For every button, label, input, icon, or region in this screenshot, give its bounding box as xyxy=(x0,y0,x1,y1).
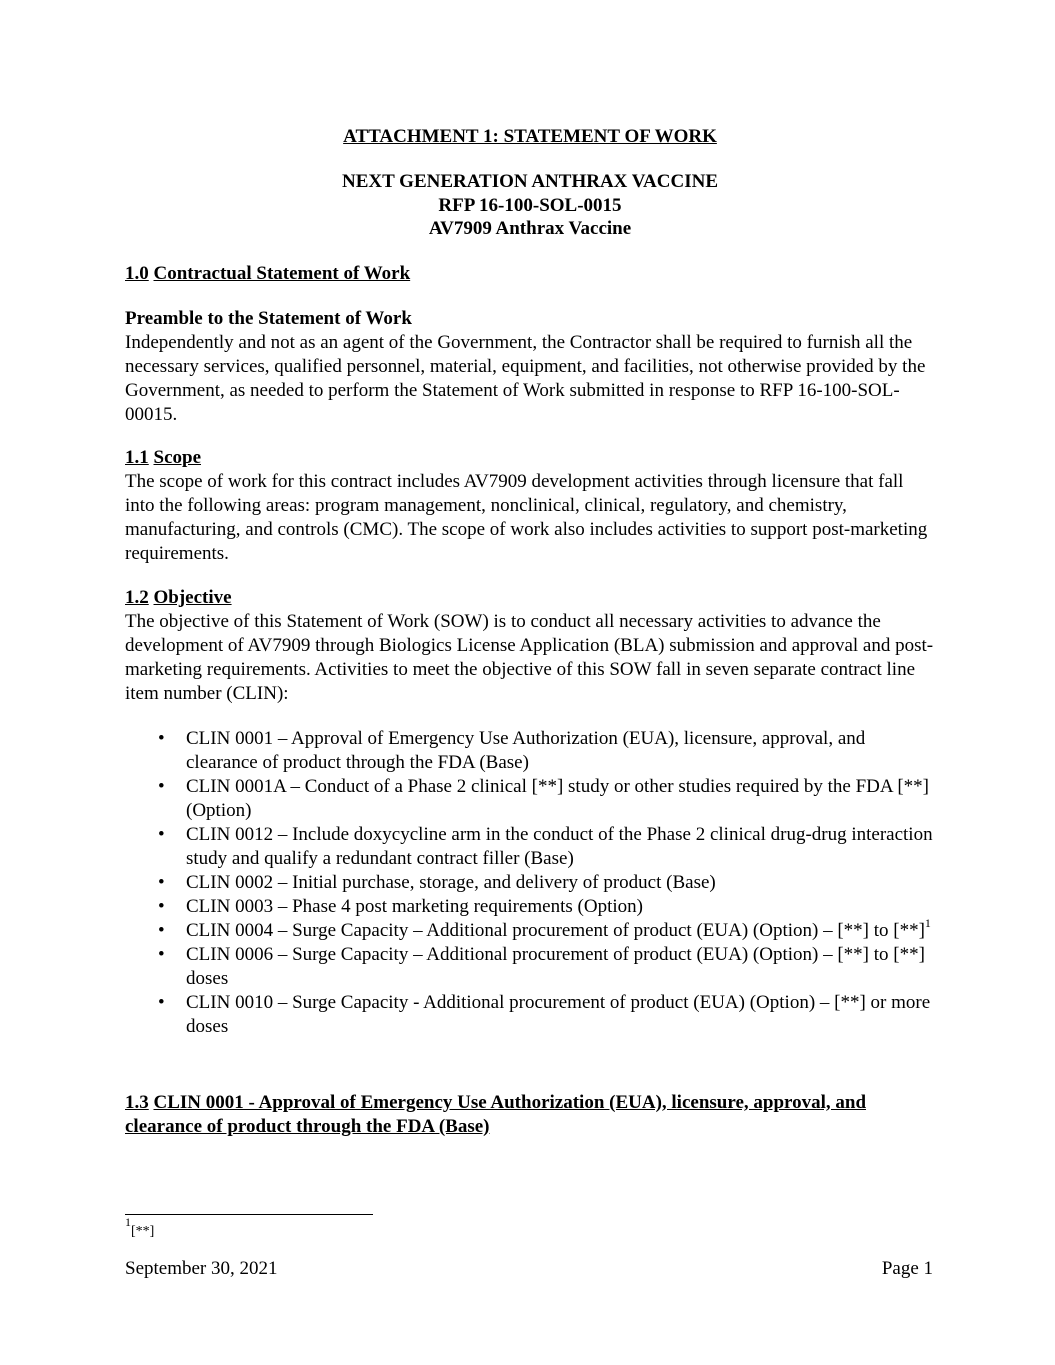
section-1-2-heading xyxy=(125,586,935,610)
footnote-reference[interactable]: 1 xyxy=(924,916,931,930)
section-number: 1.1 xyxy=(125,447,149,468)
clin-list-item xyxy=(125,916,935,943)
section-1-0-heading xyxy=(125,262,935,286)
clin-list-item: • CLIN 0010 – Surge Capacity - Additional procurement of product (EUA) (Option) – [**] or more doses xyxy=(125,991,935,1039)
section-title: Scope xyxy=(153,447,201,468)
preamble-heading: Preamble to the Statement of Work xyxy=(125,308,412,329)
clin-list-item: • CLIN 0001A – Conduct of a Phase 2 clinical [**] study or other studies required by the FDA [**] (Option) xyxy=(125,775,935,823)
clin-list-container xyxy=(125,727,935,1039)
footnote xyxy=(125,1215,155,1240)
section-title: Objective xyxy=(153,587,232,608)
footer-page-number: Page 1 xyxy=(881,1258,933,1279)
clin-list-item: • CLIN 0012 – Include doxycycline arm in the conduct of the Phase 2 clinical drug-drug interaction study and qualify a redundant contract filler (Base) xyxy=(125,823,935,871)
section-title: Contractual Statement of Work xyxy=(153,263,411,284)
clin-list-item: • CLIN 0003 – Phase 4 post marketing requirements (Option) xyxy=(125,895,935,919)
objective-text: The objective of this Statement of Work (SOW) is to conduct all necessary activities to advance the development of AV7909 through Biologics License Application (BLA) submission and approval and post-marketing requirements. Activities to meet the objective of this SOW fall in seven separate contract line item number (CLIN): xyxy=(125,611,934,704)
clin-list xyxy=(125,727,935,1039)
clin-item-text: CLIN 0004 – Surge Capacity – Additional procurement of product (EUA) (Option) – [**] to [**] xyxy=(186,920,925,941)
footnote-divider xyxy=(125,1214,373,1215)
section-1-3-heading xyxy=(125,1091,935,1139)
section-number: 1.2 xyxy=(125,587,149,608)
preamble-text: Independently and not as an agent of the Government, the Contractor shall be required to furnish all the necessary services, qualified personnel, material, equipment, and facilities, not otherwise provided by the Government, as needed to perform the Statement of Work submitted in response to RFP 16-100-SOL-00015. xyxy=(125,332,926,425)
footnote-text: [**] xyxy=(131,1224,155,1239)
subtitle-line: NEXT GENERATION ANTHRAX VACCINE xyxy=(341,171,719,192)
section-1-2 xyxy=(125,586,935,706)
footnote-mark: 1 xyxy=(125,1215,131,1229)
clin-list-item: • CLIN 0001 – Approval of Emergency Use Authorization (EUA), licensure, approval, and clearance of product through the FDA (Base) xyxy=(125,727,935,775)
clin-list-item: • CLIN 0002 – Initial purchase, storage, and delivery of product (Base) xyxy=(125,871,935,895)
section-title: CLIN 0001 - Approval of Emergency Use Authorization (EUA), licensure, approval, and clearance of product through the FDA (Base) xyxy=(125,1092,867,1137)
subtitle-line: RFP 16-100-SOL-0015 xyxy=(438,194,622,216)
scope-text: The scope of work for this contract includes AV7909 development activities through licensure that fall into the following areas: program management, nonclinical, clinical, regulatory, and chemistry, manufacturing, and controls (CMC). The scope of work also includes activities to support post-marketing requirements. xyxy=(125,471,928,564)
section-number: 1.0 xyxy=(125,263,149,284)
clin-list-item: • CLIN 0006 – Surge Capacity – Additional procurement of product (EUA) (Option) – [**] to [**] doses xyxy=(125,943,935,991)
subtitle-line: AV7909 Anthrax Vaccine xyxy=(428,218,632,239)
section-1-1-heading xyxy=(125,446,935,470)
document-title: ATTACHMENT 1: STATEMENT OF WORK xyxy=(343,126,717,147)
footer-date: September 30, 2021 xyxy=(125,1258,278,1279)
section-number: 1.3 xyxy=(125,1092,149,1113)
preamble-block xyxy=(125,307,935,427)
document-subtitle xyxy=(125,170,935,241)
section-1-1 xyxy=(125,446,935,566)
